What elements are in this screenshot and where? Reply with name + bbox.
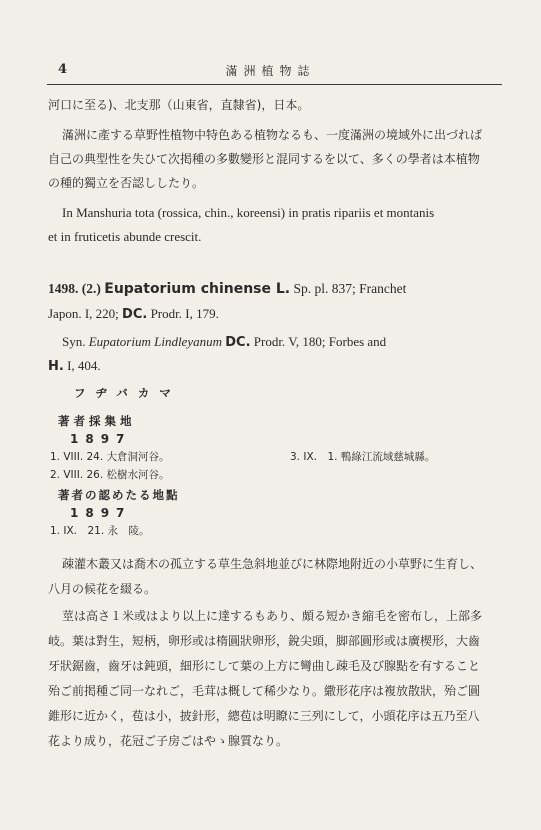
latin-note-line1: In Manshuria tota (rossica, chin., koreensi) in pratis ripariis et montanis — [62, 205, 435, 220]
collection-year2: 1897 — [70, 506, 132, 520]
para3-line1: 莖は高さ１米或はより以上に達するもあり、頗る短かき縮毛を密布し，上部多 — [62, 609, 483, 623]
collection-entry3: 3. IX. 1. 鴨綠江流域慈城縣。 — [290, 451, 436, 463]
species-number: 1498. (2.) — [48, 281, 101, 296]
syn-label: Syn. — [62, 334, 86, 349]
species-heading — [48, 280, 406, 298]
species-ref2: Japon. I, 220; — [48, 306, 119, 321]
latin-note-line2: et in fruticetis abunde crescit. — [48, 229, 202, 244]
syn-author: DC. — [225, 335, 251, 350]
japanese-name: フヂバカマ — [74, 386, 181, 400]
para1-line1: 河口に至る)、北支那（山東省，直隸省)，日本。 — [48, 98, 310, 112]
species-name: Eupatorium chinense L. — [104, 281, 291, 297]
collection-year1: 1897 — [70, 432, 132, 446]
para1-line2: 滿洲に產する草野性植物中特色ある植物なるも、一度滿洲の境域外に出づれば — [62, 128, 483, 142]
collection-entry1: 1. VIII. 24. 大倉洞河谷。 — [50, 451, 170, 463]
page-number: 4 — [58, 62, 68, 77]
syn-name: Eupatorium Lindleyanum — [88, 334, 222, 349]
species-line2 — [48, 305, 219, 324]
para1-line4: の種的獨立を否認ししたり。 — [48, 176, 205, 190]
synonym-line2 — [48, 357, 101, 376]
syn-ref2: I, 404. — [67, 358, 101, 373]
page-header — [0, 62, 541, 82]
collection-entry4: 1. IX. 21. 永 陵。 — [50, 525, 150, 537]
collection-entry2: 2. VIII. 26. 松樹水河谷。 — [50, 469, 170, 481]
observed-heading: 著者の認めたる地點 — [58, 488, 180, 502]
header-rule — [47, 84, 502, 85]
para2-line2: 八月の候花を綴る。 — [48, 582, 157, 596]
para3-line4: 殆ご前掲種ご同一なれご，毛茸は概して稀少なり。繖形花序は複放散狀，殆ご圓 — [48, 684, 481, 698]
para3-line2: 岐。葉は對生，短柄，卵形或は楕圓狀卵形，銳尖頭，脚部圓形或は廣楔形，大齒 — [48, 634, 481, 648]
para1-line3: 自己の典型性を失ひて次掲種の多數變形と混同するを以て、多くの學者は本植物 — [48, 152, 480, 166]
synonym-line — [62, 333, 386, 352]
running-title: 滿洲植物誌 — [225, 64, 316, 78]
species-ref3: Prodr. I, 179. — [150, 306, 219, 321]
para2-line1: 疎灌木叢又は喬木の孤立する草生急斜地並びに林際地附近の小草野に生育し、 — [62, 557, 483, 571]
para3-line3: 牙狀鋸齒，齒牙は鈍頭，細形にして葉の上方に彎曲し疎毛及び腺點を有すること — [48, 659, 481, 673]
collection-heading: 著者採集地 — [58, 414, 136, 428]
species-ref1: Sp. pl. 837; Franchet — [293, 281, 407, 296]
author-dc: DC. — [122, 307, 148, 322]
syn-ref: Prodr. V, 180; Forbes and — [253, 334, 387, 349]
para3-line6: 花より成り，花冠ご子房ごはやゝ腺質なり。 — [48, 734, 289, 748]
syn-ref2-author: H. — [48, 359, 64, 374]
para3-line5: 錐形に近かく，苞は小，披針形，總苞は明瞭に三列にして，小頭花序は五乃至八 — [48, 709, 480, 723]
